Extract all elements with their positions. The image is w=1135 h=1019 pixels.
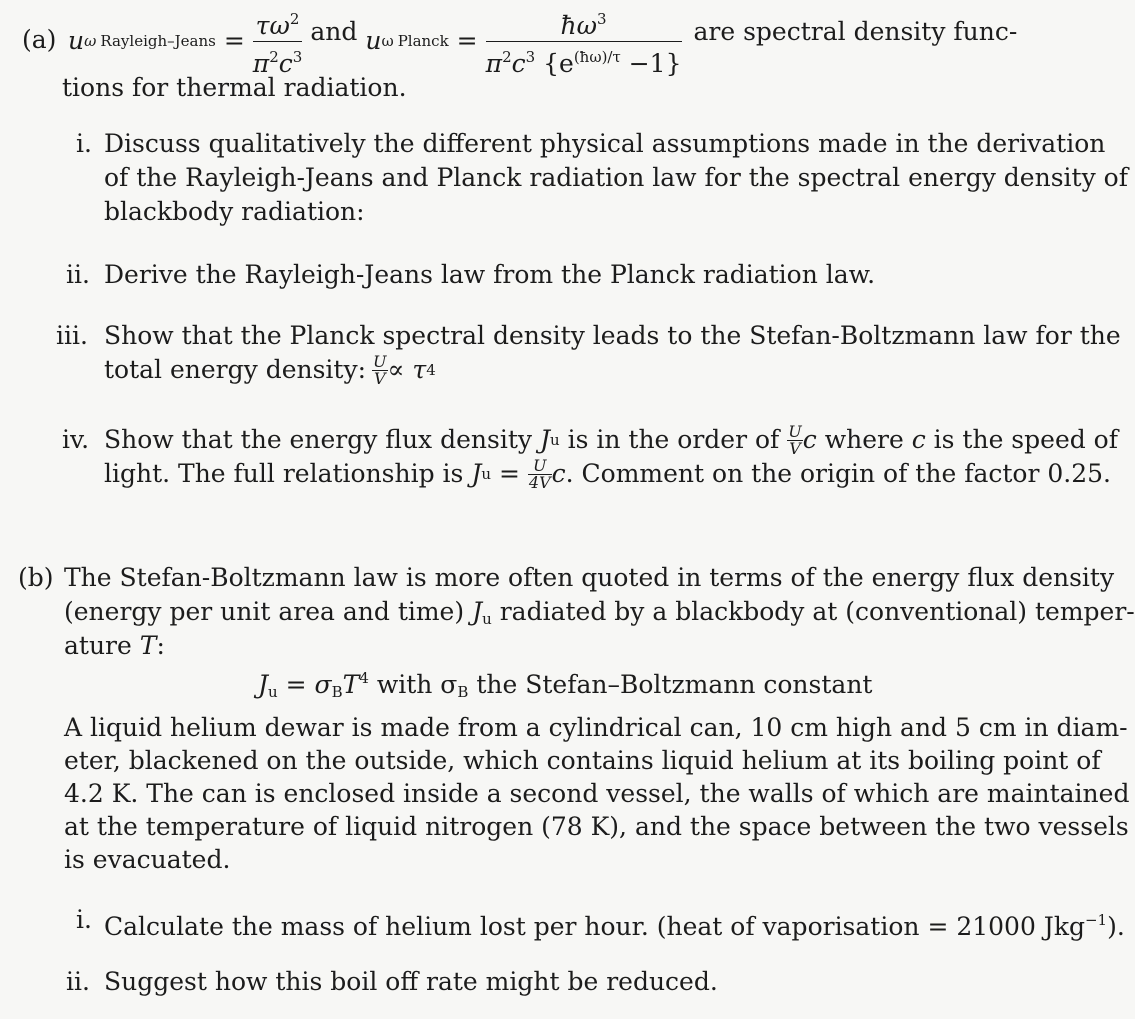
planck-den-exp1: 2 — [502, 47, 512, 66]
planck-subscript: Planck — [397, 32, 449, 50]
iv-J: J — [539, 425, 550, 454]
planck-den-exp2: 3 — [525, 47, 536, 66]
b-item-i-exp: −1 — [1084, 911, 1108, 929]
omega-sub-planck: ω — [381, 32, 394, 50]
a-item-ii-number: ii. — [66, 260, 90, 289]
frac-den-v: V — [373, 368, 386, 388]
planck-den-exponent: (ħω)/τ — [573, 47, 621, 66]
iv-u-over-v — [787, 421, 802, 458]
sb-sigma-sub: B — [331, 683, 343, 701]
u-symbol: u — [68, 26, 85, 55]
iv-text-d: is the speed of — [925, 425, 1118, 454]
a-item-iii-line1: Show that the Planck spectral density leads to the Stefan-Boltzmann law for the — [104, 321, 1121, 350]
rj-den-c: c — [278, 48, 293, 78]
sb-tail: the Stefan–Boltzmann constant — [468, 670, 873, 699]
b-line1: The Stefan-Boltzmann law is more often quoted in terms of the energy flux density — [64, 563, 1115, 592]
planck-den-c: c — [511, 48, 526, 78]
sb-mid: = σ — [277, 670, 332, 699]
iv-frac2-num: U — [533, 455, 547, 475]
a-item-i-number: i. — [76, 129, 92, 158]
a-item-i-line3: blackbody radiation: — [104, 197, 365, 226]
part-a-label: (a) — [22, 25, 57, 54]
b-para-line-3: 4.2 K. The can is enclosed inside a second vessel, the walls of which are maintained — [64, 779, 1130, 808]
part-b-label: (b) — [18, 563, 54, 592]
intro-tail: are spectral density func- — [693, 17, 1018, 46]
b-item-ii-number: ii. — [66, 967, 90, 996]
sb-J: J — [258, 670, 269, 699]
iv-l2-J-sub: u — [481, 465, 492, 483]
stefan-boltzmann-equation — [258, 662, 872, 708]
iv-c: c — [802, 425, 817, 454]
a-item-iii-line2 — [104, 351, 436, 388]
b-para-line-4: at the temperature of liquid nitrogen (78 K), and the space between the two vessels — [64, 812, 1129, 841]
iv-text-b: is in the order of — [559, 425, 788, 454]
iv-text-c: where — [816, 425, 912, 454]
frac-num-u: U — [373, 351, 387, 371]
iv-frac2-den: 4V — [528, 472, 551, 492]
u-symbol-planck: u — [365, 26, 382, 55]
iv-l2-text-a: light. The full relationship is — [104, 459, 472, 488]
sb-exp: 4 — [359, 669, 369, 687]
b-item-i-number: i. — [76, 905, 92, 934]
rj-den-pi: π — [252, 48, 270, 78]
iv-c-2: c — [911, 425, 926, 454]
rj-subscript: Rayleigh–Jeans — [100, 32, 216, 50]
a-item-iii-number: iii. — [56, 321, 88, 350]
iv-J-sub: u — [549, 431, 560, 449]
a-item-iv-line2 — [104, 455, 1111, 492]
iv-u-over-4v — [528, 455, 552, 492]
omega-sub: ω — [84, 32, 97, 50]
iv-l2-text-b: . Comment on the origin of the factor 0.25. — [565, 459, 1111, 488]
b-para-line-1: A liquid helium dewar is made from a cylindrical can, 10 cm high and 5 cm in diam- — [64, 713, 1128, 742]
planck-den-exp-base: {e — [543, 48, 574, 78]
iv-l2-eq: = — [491, 459, 528, 488]
b-item-i-text — [104, 904, 1125, 943]
b-item-i-text-a: Calculate the mass of helium lost per hour. (heat of vaporisation = 21000 Jkg — [104, 912, 1085, 941]
equals-sign: = — [223, 26, 245, 55]
b-line3-a: ature — [64, 631, 140, 660]
b-para-line-5: is evacuated. — [64, 845, 231, 874]
b-line2 — [64, 596, 1135, 635]
rj-num-exp: 2 — [289, 9, 300, 28]
b-para-line-2: eter, blackened on the outside, which contains liquid helium at its boiling point of — [64, 746, 1101, 775]
sb-sigma-sub-2: B — [457, 683, 469, 701]
rj-den-exp1: 2 — [269, 47, 279, 66]
planck-den-pi: π — [485, 48, 503, 78]
rj-den-exp2: 3 — [292, 47, 303, 66]
iv-text-a: Show that the energy flux density — [104, 425, 540, 454]
a-item-ii-line1: Derive the Rayleigh-Jeans law from the Planck radiation law. — [104, 260, 876, 289]
sb-T: T — [342, 670, 360, 699]
tau-exp: 4 — [426, 361, 436, 379]
rj-numerator: τω — [255, 10, 290, 40]
u-over-v-fraction — [372, 351, 387, 388]
a-item-iv-number: iv. — [62, 425, 90, 454]
and-word: and — [310, 17, 358, 46]
iv-l2-J: J — [471, 459, 482, 488]
a-item-iii-prefix: total energy density: — [104, 355, 367, 384]
a-item-i-line2: of the Rayleigh-Jeans and Planck radiation law for the spectral energy density of — [104, 163, 1128, 192]
intro-line-2: tions for thermal radiation. — [62, 73, 407, 102]
planck-numerator: ħω — [560, 10, 598, 40]
a-item-i-line1: Discuss qualitatively the different physical assumptions made in the derivation — [104, 129, 1106, 158]
planck-num-exp: 3 — [597, 9, 607, 28]
sb-J-sub: u — [268, 683, 278, 701]
rj-fraction — [253, 4, 303, 79]
b-J-sub: u — [482, 610, 492, 628]
iv-frac-num: U — [788, 421, 802, 441]
planck-fraction — [486, 4, 682, 79]
iv-l2-c: c — [551, 459, 566, 488]
sb-with: with σ — [368, 670, 458, 699]
rayleigh-jeans-equation — [68, 6, 1017, 76]
b-J: J — [472, 597, 483, 626]
b-line3 — [64, 630, 165, 662]
equals-sign-planck: = — [456, 26, 478, 55]
b-line3-b: : — [156, 631, 165, 660]
b-T: T — [139, 631, 157, 660]
planck-den-tail: −1} — [620, 48, 682, 78]
a-item-iv-line1 — [104, 421, 1118, 458]
b-line2-a: (energy per unit area and time) — [64, 597, 473, 626]
iv-frac-den: V — [789, 438, 801, 458]
b-line2-b: radiated by a blackbody at (conventional) temper- — [491, 597, 1135, 626]
b-item-ii-text: Suggest how this boil off rate might be reduced. — [104, 967, 718, 996]
propto-tau: ∝ τ — [387, 355, 427, 384]
b-item-i-text-b: ). — [1107, 912, 1125, 941]
